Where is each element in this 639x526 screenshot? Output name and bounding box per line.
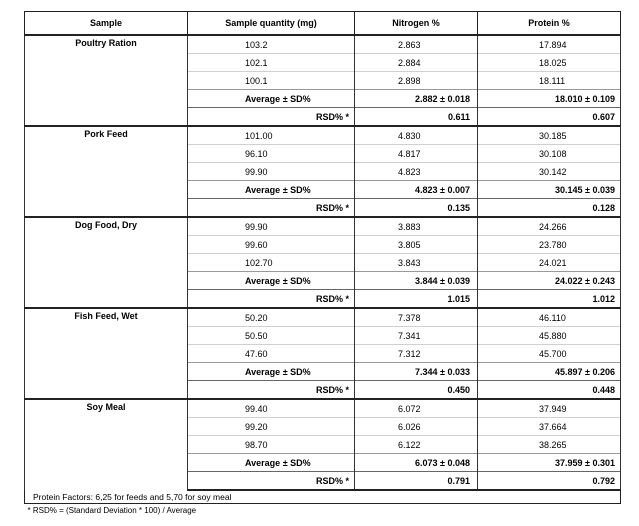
sample-quantity-cell: 100.1 bbox=[188, 72, 355, 90]
nitrogen-cell: 6.026 bbox=[355, 418, 478, 436]
sample-quantity-cell: 98.70 bbox=[188, 436, 355, 454]
nitrogen-cell: 3.883 bbox=[355, 217, 478, 236]
average-protein: 45.897 ± 0.206 bbox=[478, 363, 621, 381]
protein-cell: 37.664 bbox=[478, 418, 621, 436]
nitrogen-cell: 7.341 bbox=[355, 327, 478, 345]
results-table-container bbox=[24, 11, 620, 516]
header-sample-quantity: Sample quantity (mg) bbox=[188, 12, 355, 36]
average-protein: 18.010 ± 0.109 bbox=[478, 90, 621, 108]
average-nitrogen: 6.073 ± 0.048 bbox=[355, 454, 478, 472]
rsd-protein: 0.448 bbox=[478, 381, 621, 400]
nitrogen-cell: 7.312 bbox=[355, 345, 478, 363]
rsd-nitrogen: 1.015 bbox=[355, 290, 478, 309]
average-protein: 24.022 ± 0.243 bbox=[478, 272, 621, 290]
sample-quantity-cell: 101.00 bbox=[188, 126, 355, 145]
rsd-nitrogen: 0.450 bbox=[355, 381, 478, 400]
protein-cell: 24.266 bbox=[478, 217, 621, 236]
protein-cell: 17.894 bbox=[478, 35, 621, 54]
nitrogen-cell: 4.830 bbox=[355, 126, 478, 145]
protein-cell: 23.780 bbox=[478, 236, 621, 254]
sample-quantity-cell: 99.90 bbox=[188, 163, 355, 181]
protein-cell: 38.265 bbox=[478, 436, 621, 454]
sample-quantity-cell: 99.40 bbox=[188, 399, 355, 418]
sample-quantity-cell: 102.1 bbox=[188, 54, 355, 72]
average-label: Average ± SD% bbox=[188, 363, 355, 381]
table-row bbox=[25, 126, 621, 145]
average-label: Average ± SD% bbox=[188, 90, 355, 108]
protein-factors-note: Protein Factors: 6,25 for feeds and 5,70 for soy meal bbox=[25, 490, 621, 504]
average-label: Average ± SD% bbox=[188, 272, 355, 290]
average-nitrogen: 3.844 ± 0.039 bbox=[355, 272, 478, 290]
results-table bbox=[24, 11, 621, 516]
rsd-label: RSD% * bbox=[188, 290, 355, 309]
sample-quantity-cell: 99.60 bbox=[188, 236, 355, 254]
sample-quantity-cell: 103.2 bbox=[188, 35, 355, 54]
rsd-protein: 0.128 bbox=[478, 199, 621, 218]
footnote-row bbox=[25, 504, 621, 517]
nitrogen-cell: 2.898 bbox=[355, 72, 478, 90]
protein-cell: 18.025 bbox=[478, 54, 621, 72]
nitrogen-cell: 6.122 bbox=[355, 436, 478, 454]
average-protein: 30.145 ± 0.039 bbox=[478, 181, 621, 199]
footnote-row bbox=[25, 490, 621, 504]
sample-quantity-cell: 47.60 bbox=[188, 345, 355, 363]
nitrogen-cell: 2.884 bbox=[355, 54, 478, 72]
rsd-protein: 0.792 bbox=[478, 472, 621, 491]
table-header bbox=[25, 12, 621, 36]
average-nitrogen: 7.344 ± 0.033 bbox=[355, 363, 478, 381]
protein-cell: 45.700 bbox=[478, 345, 621, 363]
sample-quantity-cell: 99.90 bbox=[188, 217, 355, 236]
header-nitrogen: Nitrogen % bbox=[355, 12, 478, 36]
protein-cell: 30.108 bbox=[478, 145, 621, 163]
rsd-label: RSD% * bbox=[188, 381, 355, 400]
average-label: Average ± SD% bbox=[188, 454, 355, 472]
protein-cell: 46.110 bbox=[478, 308, 621, 327]
sample-name: Dog Food, Dry bbox=[25, 217, 188, 308]
nitrogen-cell: 7.378 bbox=[355, 308, 478, 327]
rsd-nitrogen: 0.791 bbox=[355, 472, 478, 491]
sample-name: Poultry Ration bbox=[25, 35, 188, 126]
protein-cell: 30.185 bbox=[478, 126, 621, 145]
sample-quantity-cell: 96.10 bbox=[188, 145, 355, 163]
rsd-formula-note: * RSD% = (Standard Deviation * 100) / Average bbox=[27, 505, 197, 515]
protein-cell: 45.880 bbox=[478, 327, 621, 345]
nitrogen-cell: 4.817 bbox=[355, 145, 478, 163]
sample-quantity-cell: 99.20 bbox=[188, 418, 355, 436]
nitrogen-cell: 6.072 bbox=[355, 399, 478, 418]
sample-quantity-cell: 102.70 bbox=[188, 254, 355, 272]
nitrogen-cell: 2.863 bbox=[355, 35, 478, 54]
header-sample: Sample bbox=[25, 12, 188, 36]
table-row bbox=[25, 35, 621, 54]
average-nitrogen: 4.823 ± 0.007 bbox=[355, 181, 478, 199]
protein-cell: 18.111 bbox=[478, 72, 621, 90]
table-row bbox=[25, 217, 621, 236]
nitrogen-cell: 3.805 bbox=[355, 236, 478, 254]
rsd-protein: 1.012 bbox=[478, 290, 621, 309]
header-row bbox=[25, 12, 621, 36]
table-row bbox=[25, 308, 621, 327]
rsd-label: RSD% * bbox=[188, 199, 355, 218]
average-protein: 37.959 ± 0.301 bbox=[478, 454, 621, 472]
average-label: Average ± SD% bbox=[188, 181, 355, 199]
sample-name: Soy Meal bbox=[25, 399, 188, 490]
protein-cell: 37.949 bbox=[478, 399, 621, 418]
nitrogen-cell: 3.843 bbox=[355, 254, 478, 272]
rsd-label: RSD% * bbox=[188, 472, 355, 491]
header-protein: Protein % bbox=[478, 12, 621, 36]
sample-name: Fish Feed, Wet bbox=[25, 308, 188, 399]
rsd-nitrogen: 0.611 bbox=[355, 108, 478, 127]
table-row bbox=[25, 399, 621, 418]
table-body bbox=[25, 35, 621, 490]
protein-cell: 30.142 bbox=[478, 163, 621, 181]
nitrogen-cell: 4.823 bbox=[355, 163, 478, 181]
rsd-label: RSD% * bbox=[188, 108, 355, 127]
sample-quantity-cell: 50.50 bbox=[188, 327, 355, 345]
average-nitrogen: 2.882 ± 0.018 bbox=[355, 90, 478, 108]
sample-quantity-cell: 50.20 bbox=[188, 308, 355, 327]
protein-cell: 24.021 bbox=[478, 254, 621, 272]
rsd-nitrogen: 0.135 bbox=[355, 199, 478, 218]
rsd-protein: 0.607 bbox=[478, 108, 621, 127]
sample-name: Pork Feed bbox=[25, 126, 188, 217]
